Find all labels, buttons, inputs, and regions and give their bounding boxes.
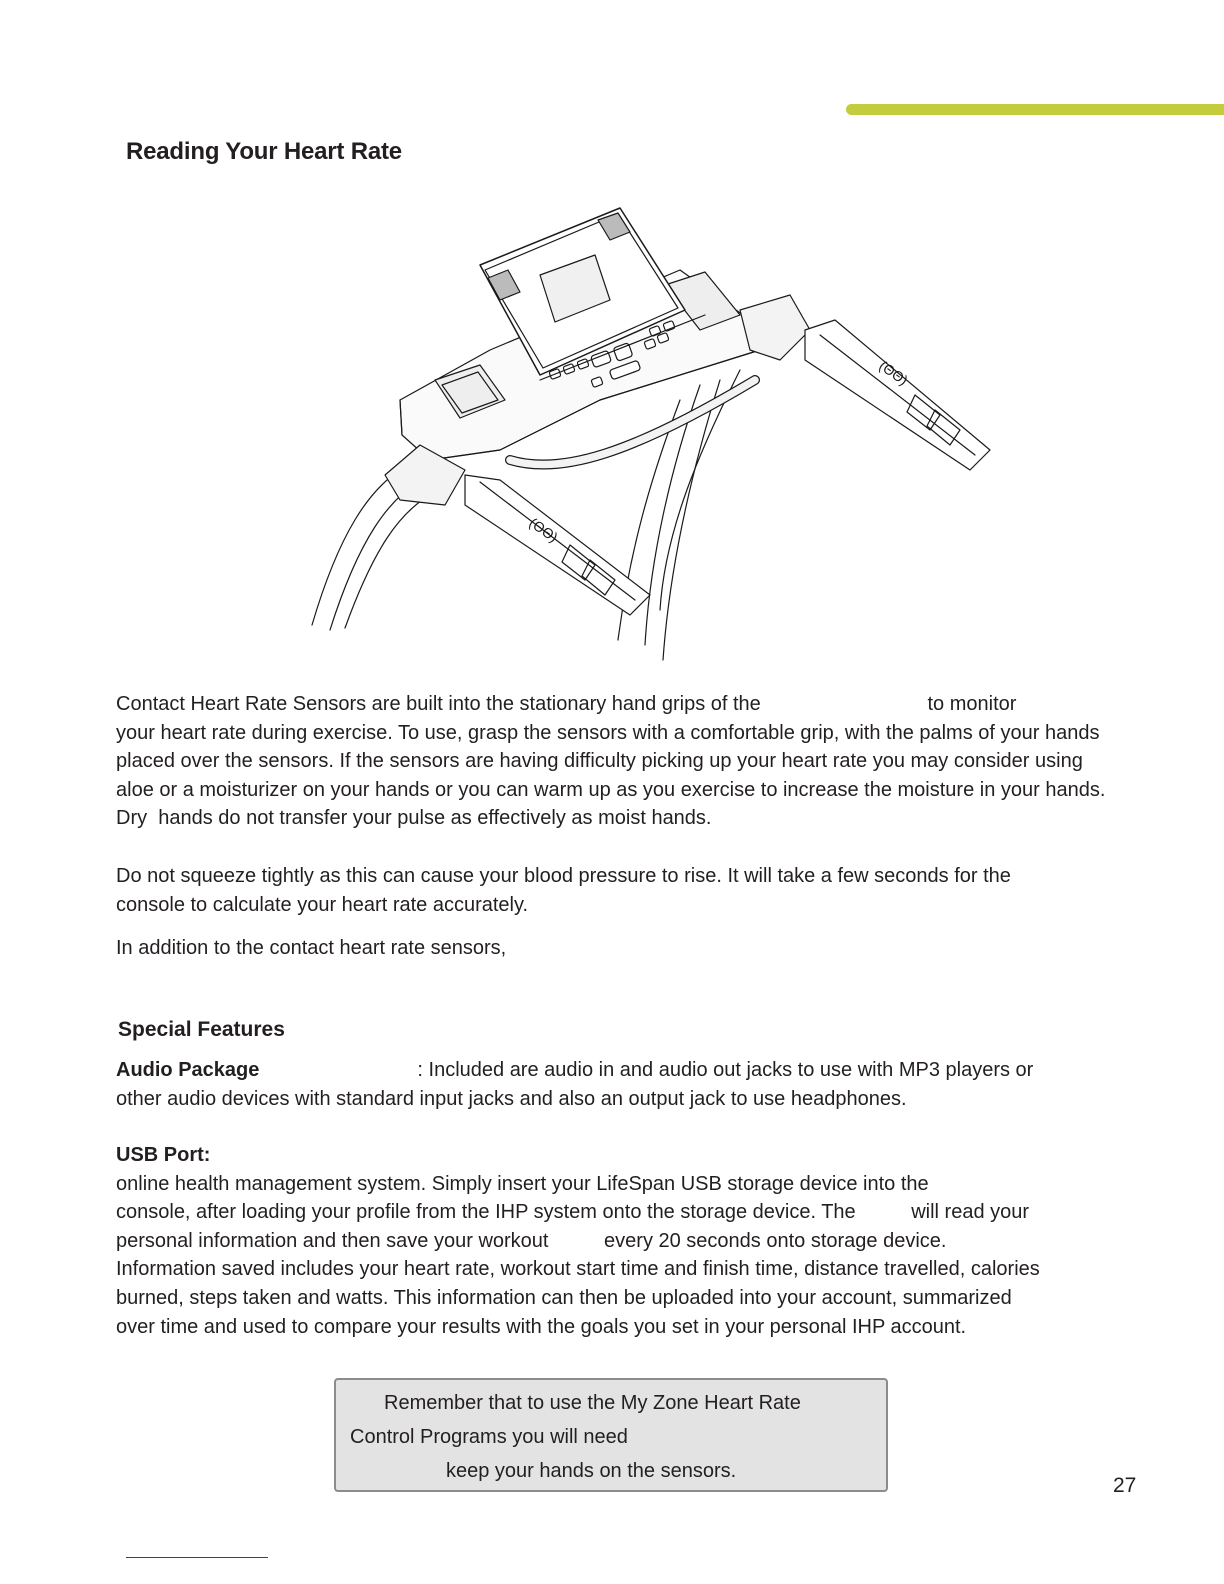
text-line: In addition to the contact heart rate sensors, (116, 937, 507, 959)
treadmill-console-illustration (300, 200, 1000, 670)
text-line: over time and used to compare your results with the goals you set in your personal IHP account. (116, 1315, 967, 1338)
audio-first-line (116, 1056, 1033, 1085)
text-line: other audio devices with standard input jacks and also an output jack to use headphones. (116, 1087, 907, 1110)
text-line: your heart rate during exercise. To use, grasp the sensors with a comfortable grip, with the palms of your hands (116, 721, 1100, 744)
audio-package-paragraph (116, 1056, 1033, 1113)
text-line: online health management system. Simply insert your LifeSpan USB storage device into the (116, 1172, 929, 1195)
text-line: Dry hands do not transfer your pulse as effectively as moist hands. (116, 807, 712, 830)
note-line: Control Programs you will need (350, 1426, 628, 1448)
text-line: aloe or a moisturizer on your hands or you can warm up as you exercise to increase the moisture in your hands. (116, 778, 1106, 801)
text-line: console to calculate your heart rate accurately. (116, 893, 529, 916)
text-line: Contact Heart Rate Sensors are built into the stationary hand grips of the to monitor (116, 693, 1017, 715)
text-line: Do not squeeze tightly as this can cause your blood pressure to rise. It will take a few seconds for the (116, 865, 1011, 887)
note-line: Remember that to use the My Zone Heart Rate (384, 1392, 801, 1414)
special-features-heading: Special Features (118, 1018, 285, 1041)
svg-text:(ΘΘ): (ΘΘ) (526, 514, 561, 546)
audio-colon: : (417, 1059, 423, 1081)
text-line: personal information and then save your workout every 20 seconds onto storage device. (116, 1229, 947, 1252)
usb-port-label: USB Port: (116, 1144, 211, 1166)
accent-bar (846, 104, 1224, 115)
footer-rule (126, 1557, 268, 1558)
text-line: placed over the sensors. If the sensors are having difficulty picking up your heart rate you may consider using (116, 750, 1083, 773)
reminder-note-box (334, 1378, 888, 1492)
text-line: burned, steps taken and watts. This information can then be uploaded into your account, summarized (116, 1286, 1012, 1309)
text-line: console, after loading your profile from the IHP system onto the storage device. The will read your (116, 1201, 1030, 1224)
squeeze-paragraph (116, 862, 1011, 919)
usb-port-paragraph (116, 1141, 1040, 1341)
audio-package-label: Audio Package (116, 1059, 260, 1081)
page-title: Reading Your Heart Rate (126, 138, 402, 165)
addition-paragraph (116, 934, 506, 963)
audio-text: Included are audio in and audio out jacks to use with MP3 players or (428, 1059, 1034, 1081)
note-line: keep your hands on the sensors. (446, 1460, 737, 1482)
page-number: 27 (1113, 1474, 1137, 1497)
svg-text:(ΘΘ): (ΘΘ) (876, 357, 911, 389)
text-line: Information saved includes your heart rate, workout start time and finish time, distance travelled, calories (116, 1258, 1040, 1281)
contact-sensors-paragraph (116, 690, 1105, 833)
